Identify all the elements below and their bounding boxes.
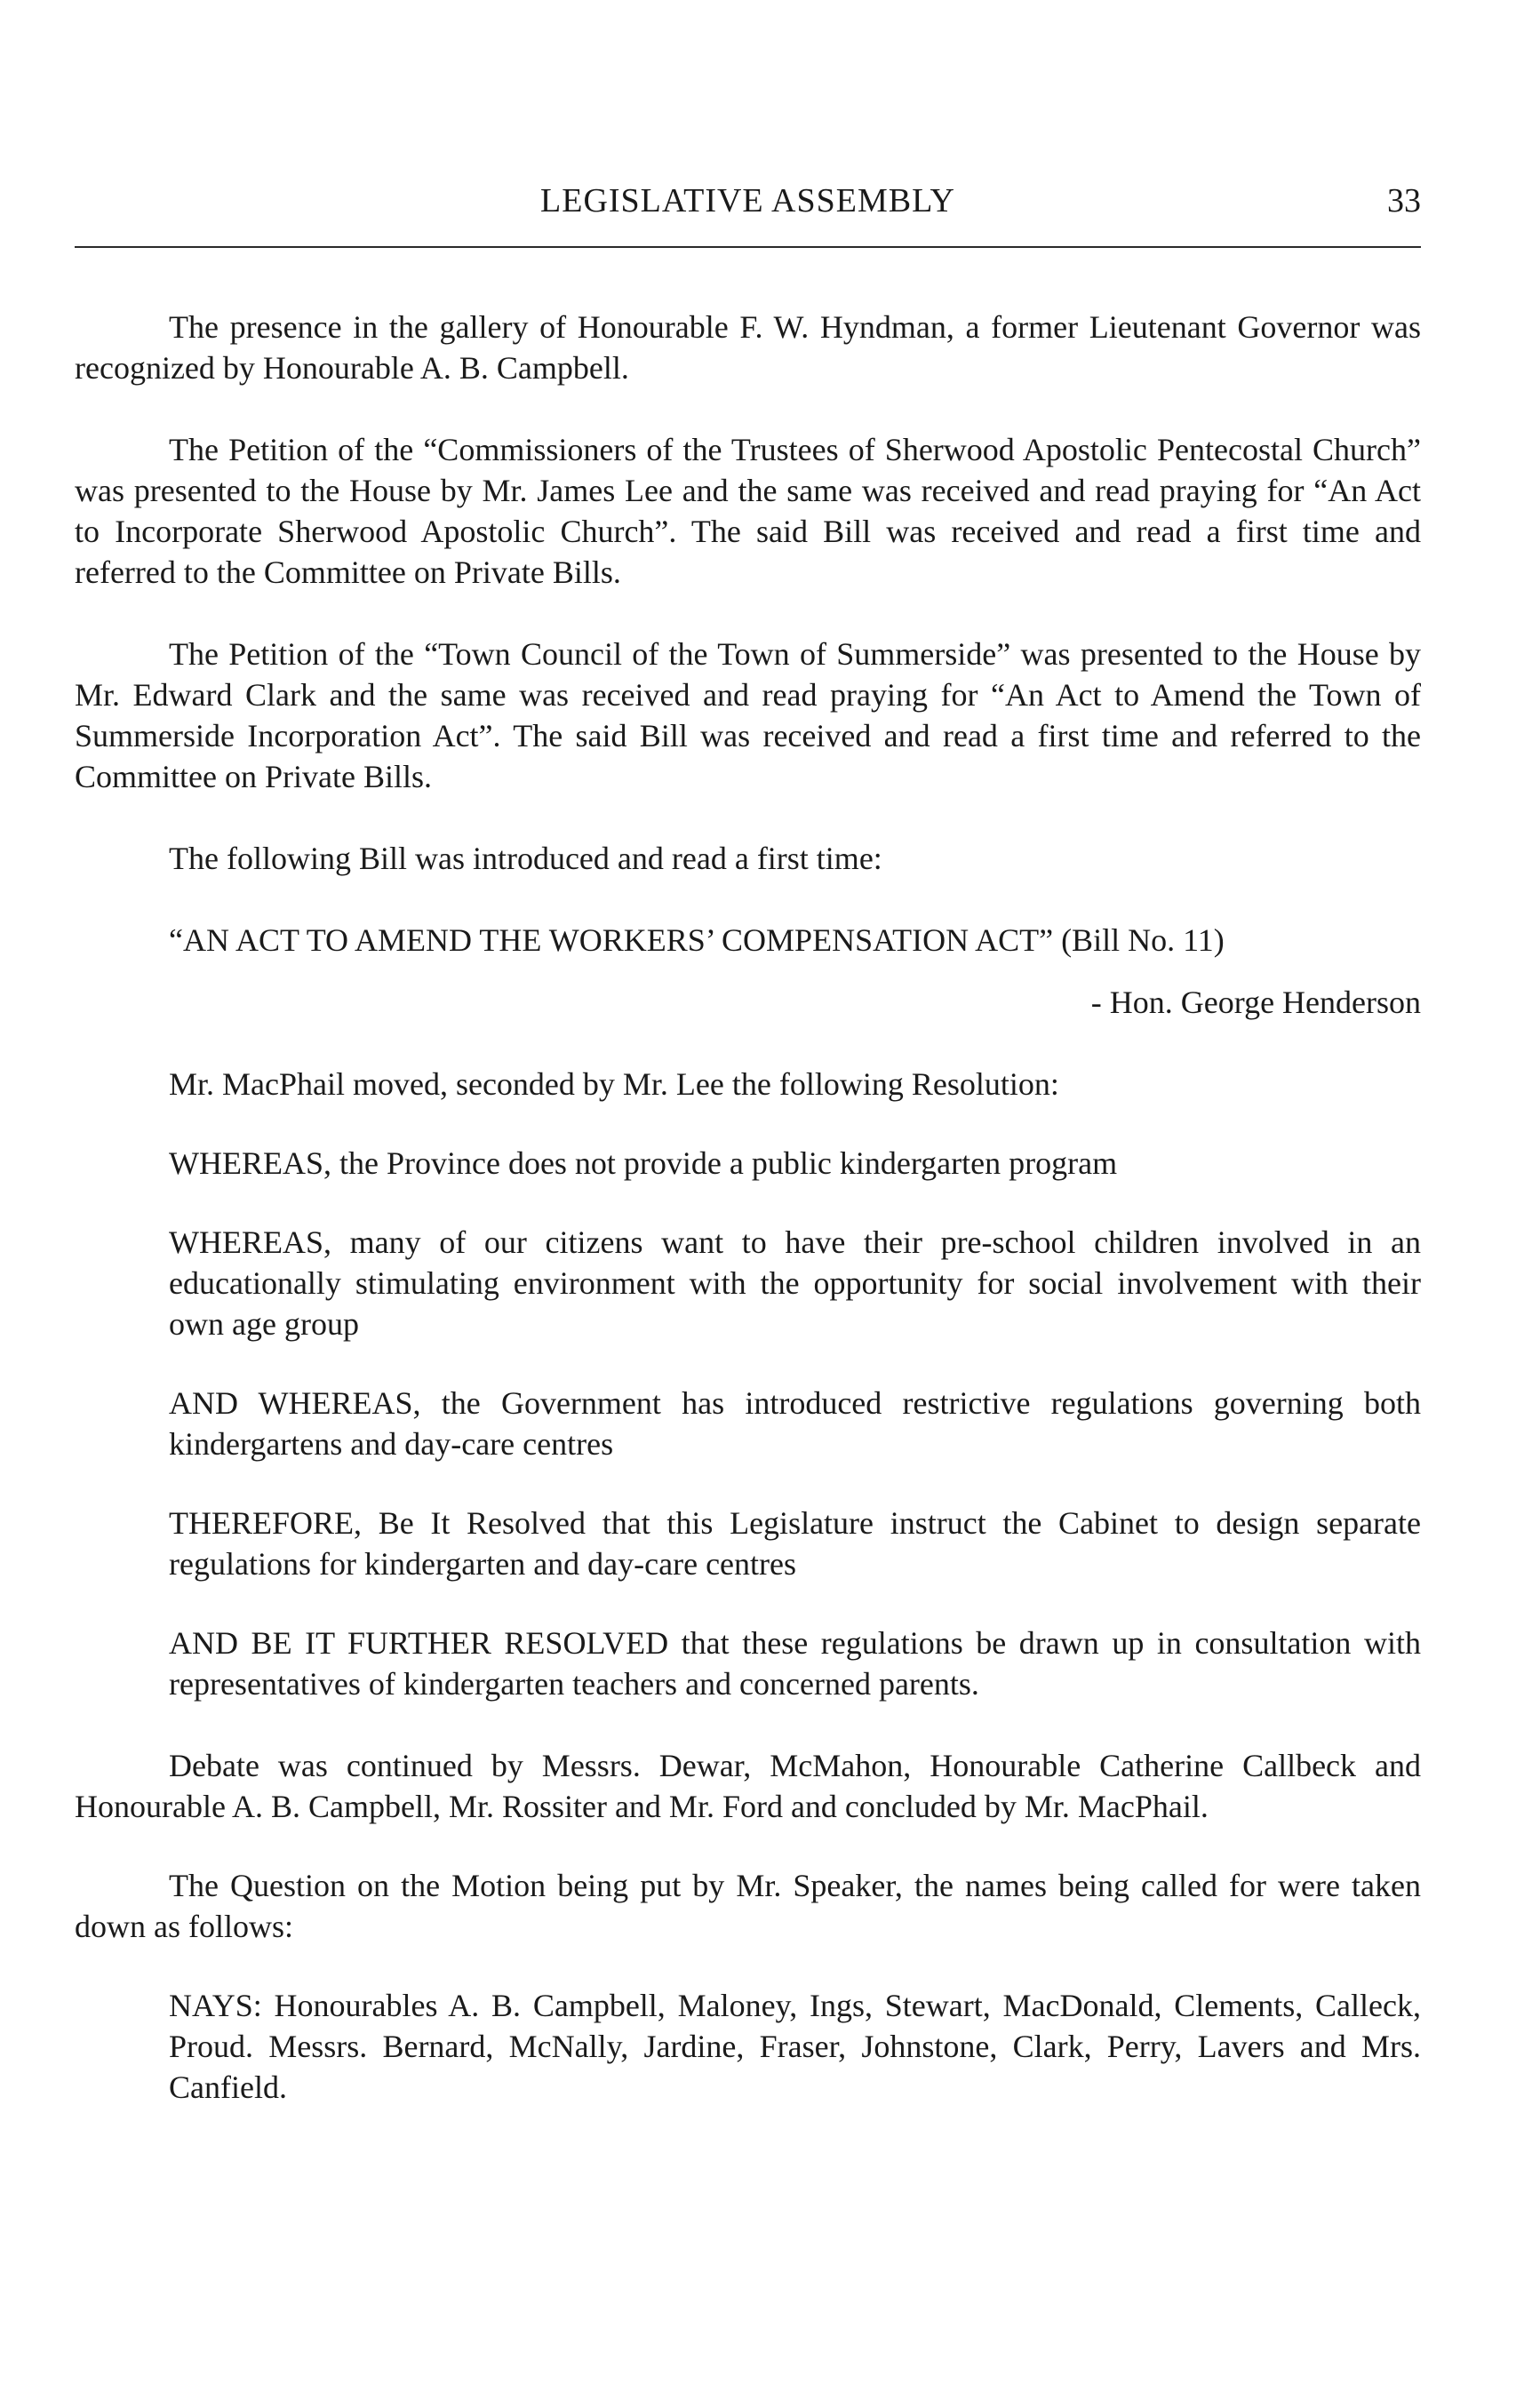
paragraph-question: The Question on the Motion being put by Mr. Speaker, the names being called for were taken down as follows:: [75, 1868, 1421, 1944]
bill-sponsor: - Hon. George Henderson: [1090, 985, 1421, 1020]
paragraph-debate: Debate was continued by Messrs. Dewar, McMahon, Honourable Catherine Callbeck and Honourable A. B. Campbell, Mr. Rossiter and Mr. Ford and concluded by Mr. MacPhail.: [75, 1748, 1421, 1824]
resolution-whereas-1: WHEREAS, the Province does not provide a public kindergarten program: [169, 1145, 1118, 1181]
bill-title: “AN ACT TO AMEND THE WORKERS’ COMPENSATION ACT” (Bill No. 11): [169, 922, 1225, 958]
header-divider: [75, 246, 1421, 248]
page-header: [75, 181, 1421, 235]
paragraph-motion: Mr. MacPhail moved, seconded by Mr. Lee the following Resolution:: [169, 1066, 1059, 1102]
paragraph-bill-introduced: The following Bill was introduced and read a first time:: [169, 841, 882, 876]
header-title: LEGISLATIVE ASSEMBLY: [540, 182, 955, 219]
paragraph-gallery-presence: The presence in the gallery of Honourable F. W. Hyndman, a former Lieutenant Governor was recognized by Honourable A. B. Campbell.: [75, 309, 1421, 386]
paragraph-sherwood-petition: The Petition of the “Commissioners of the Trustees of Sherwood Apostolic Pentecostal Church” was presented to the House by Mr. James Lee and the same was received and read praying for “An Act to Incorporate Sherwood Apostolic Church”. The said Bill was received and read a first time and referred to the Committee on Private Bills.: [75, 432, 1421, 590]
resolution-further: AND BE IT FURTHER RESOLVED that these regulations be drawn up in consultation with representatives of kindergarten teachers and concerned parents.: [169, 1625, 1421, 1702]
page-body: [75, 307, 1421, 2108]
resolution-whereas-3: AND WHEREAS, the Government has introduced restrictive regulations governing both kindergartens and day-care centres: [169, 1385, 1421, 1462]
resolution-therefore: THEREFORE, Be It Resolved that this Legislature instruct the Cabinet to design separate regulations for kindergarten and day-care centres: [169, 1505, 1421, 1582]
vote-nays: NAYS: Honourables A. B. Campbell, Maloney, Ings, Stewart, MacDonald, Clements, Calleck, Proud. Messrs. Bernard, McNally, Jardine, Fraser, Johnstone, Clark, Perry, Lavers and Mrs. Canfield.: [169, 1988, 1421, 2105]
paragraph-summerside-petition: The Petition of the “Town Council of the Town of Summerside” was presented to the House by Mr. Edward Clark and the same was received and read praying for “An Act to Amend the Town of Summerside Incorporation Act”. The said Bill was received and read a first time and referred to the Committee on Private Bills.: [75, 636, 1421, 794]
resolution-whereas-2: WHEREAS, many of our citizens want to have their pre-school children involved in an educationally stimulating environment with the opportunity for social involvement with their own age group: [169, 1224, 1421, 1342]
page-number: 33: [1387, 182, 1421, 219]
